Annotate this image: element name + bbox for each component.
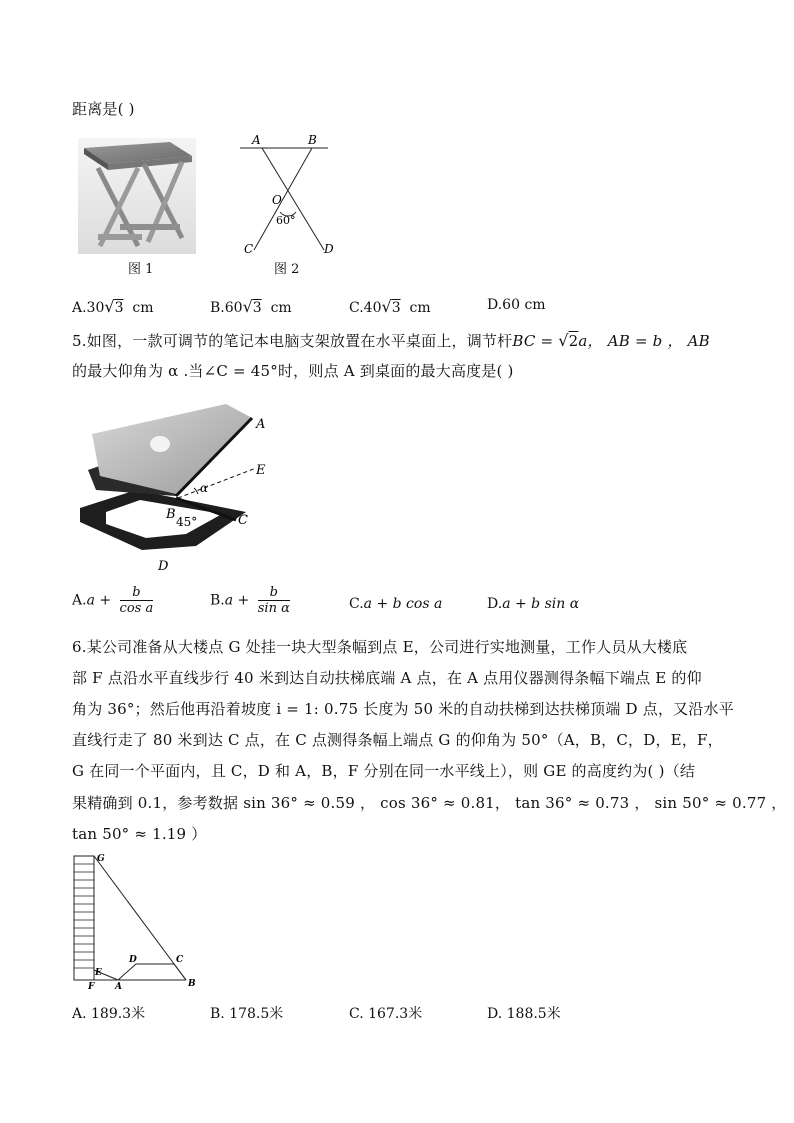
q5-line-2: 的最大仰角为 α .当∠C = 45°时，则点 A 到桌面的最大高度是( ) xyxy=(72,362,514,380)
q6-option-a: A. 189.3米 xyxy=(72,1006,146,1022)
angle-label: 60° xyxy=(276,214,296,227)
q6-line-4: 直线行走了 80 米到达 C 点，在 C 点测得条幅上端点 G 的仰角为 50°（A，B，C，D，E，F， xyxy=(72,731,723,749)
q6-line-1: 6.某公司准备从大楼点 G 处挂一块大型条幅到点 E，公司进行实地测量，工作人员从大楼底 xyxy=(72,638,688,656)
q6-line-2: 部 F 点沿水平直线步行 40 米到达自动扶梯底端 A 点，在 A 点用仪器测得条幅下端点 E 的仰 xyxy=(72,669,702,687)
point-a-label: A xyxy=(252,133,261,147)
point-f-label: F xyxy=(88,982,95,992)
q5-option-c: C.a + b cos a xyxy=(349,596,443,612)
alpha-label: α xyxy=(200,481,209,495)
point-e-label: E xyxy=(95,968,102,978)
q6-line-5: G 在同一个平面内，且 C，D 和 A，B，F 分别在同一水平线上），则 GE 的高度约为( )（结 xyxy=(72,762,696,780)
point-c-label: C xyxy=(238,513,248,528)
q6-option-d: D. 188.5米 xyxy=(487,1006,561,1022)
folding-stool-image xyxy=(78,138,196,254)
point-a-label: A xyxy=(256,417,266,432)
q6-line-6: 果精确到 0.1，参考数据 sin 36° ≈ 0.59 ， cos 36° ≈ 0.81， tan 36° ≈ 0.73 ， sin 50° ≈ 0.77 ， xyxy=(72,794,787,812)
q5-option-a: A.a + $\frac{b}{\text{cos a}}$ xyxy=(72,585,154,616)
point-c-label: C xyxy=(176,955,184,965)
question-continuation: 距离是( ) xyxy=(72,100,135,118)
point-d-label: D xyxy=(129,955,137,965)
q4-option-a: A.30√3 cm xyxy=(72,297,154,316)
q6-option-c: C. 167.3米 xyxy=(349,1006,423,1022)
q6-line-3: 角为 36°；然后他再沿着坡度 i = 1: 0.75 长度为 50 米的自动扶梯到达扶梯顶端 D 点，又沿水平 xyxy=(72,700,734,718)
point-o-label: O xyxy=(272,193,282,207)
point-c-label: C xyxy=(244,242,254,256)
angle-45-label: 45° xyxy=(176,515,198,529)
point-d-label: D xyxy=(158,559,169,574)
figure-1-caption: 图 1 xyxy=(128,262,154,277)
point-b-label: B xyxy=(188,979,196,989)
laptop-stand-figure xyxy=(76,404,276,574)
q5-option-d: D.a + b sin α xyxy=(487,596,580,612)
point-a-label: A xyxy=(115,982,122,992)
point-g-label: G xyxy=(97,854,105,864)
figure-2-caption: 图 2 xyxy=(274,262,300,277)
q5-line-1: 5.如图，一款可调节的笔记本电脑支架放置在水平桌面上，调节杆BC = √2a， AB = b ， AB xyxy=(72,331,710,350)
q6-line-7: tan 50° ≈ 1.19 ） xyxy=(72,825,207,843)
point-b-label: B xyxy=(308,133,317,147)
building-escalator-diagram xyxy=(70,850,210,992)
point-e-label: E xyxy=(256,463,266,478)
point-d-label: D xyxy=(324,242,334,256)
point-b-label: B xyxy=(166,507,176,522)
q5-option-b: B.a + $\frac{b}{\text{sin α}}$ xyxy=(210,585,290,616)
q4-option-d: D.60 cm xyxy=(487,297,546,313)
q4-option-c: C.40√3 cm xyxy=(349,297,431,316)
figure-2-diagram xyxy=(232,132,342,256)
q4-option-b: B.60√3 cm xyxy=(210,297,292,316)
q6-option-b: B. 178.5米 xyxy=(210,1006,284,1022)
